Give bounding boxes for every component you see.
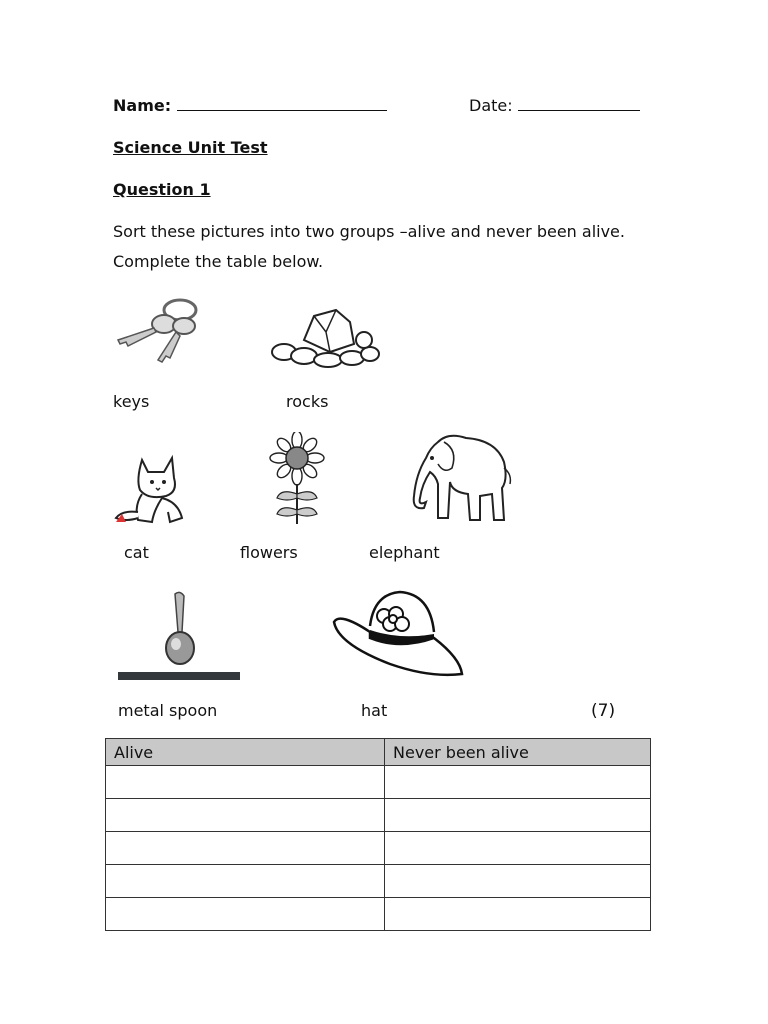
name-label: Name: xyxy=(113,96,172,115)
alive-cell[interactable] xyxy=(106,799,385,832)
picture-label-hat: hat xyxy=(361,701,388,720)
alive-cell[interactable] xyxy=(106,766,385,799)
instruction-line-1: Sort these pictures into two groups –alive and never been alive. xyxy=(113,222,625,241)
table-row xyxy=(106,832,651,865)
question-heading: Question 1 xyxy=(113,180,211,199)
spoon-icon xyxy=(118,586,240,682)
never-been-alive-cell[interactable] xyxy=(385,832,651,865)
table-row xyxy=(106,865,651,898)
picture-label-cat: cat xyxy=(124,543,149,562)
alive-cell[interactable] xyxy=(106,865,385,898)
table-row xyxy=(106,766,651,799)
picture-label-metal-spoon: metal spoon xyxy=(118,701,218,720)
rocks-icon xyxy=(270,300,382,372)
picture-label-flowers: flowers xyxy=(240,543,298,562)
never-been-alive-cell[interactable] xyxy=(385,799,651,832)
never-been-alive-cell[interactable] xyxy=(385,766,651,799)
cat-icon xyxy=(112,452,194,526)
column-header-alive: Alive xyxy=(106,739,385,766)
picture-label-elephant: elephant xyxy=(369,543,440,562)
question-marks: (7) xyxy=(591,701,616,721)
picture-label-keys: keys xyxy=(113,392,150,411)
name-field xyxy=(113,96,387,115)
flower-icon xyxy=(255,432,339,526)
column-header-never-been-alive: Never been alive xyxy=(385,739,651,766)
elephant-icon xyxy=(408,428,518,526)
test-title: Science Unit Test xyxy=(113,138,268,157)
never-been-alive-cell[interactable] xyxy=(385,865,651,898)
date-field xyxy=(469,96,640,115)
picture-label-rocks: rocks xyxy=(286,392,329,411)
table-row xyxy=(106,799,651,832)
alive-cell[interactable] xyxy=(106,832,385,865)
table-row xyxy=(106,898,651,931)
name-blank[interactable] xyxy=(177,110,387,111)
date-blank[interactable] xyxy=(518,110,640,111)
table-header-row xyxy=(106,739,651,766)
alive-cell[interactable] xyxy=(106,898,385,931)
never-been-alive-cell[interactable] xyxy=(385,898,651,931)
hat-icon xyxy=(330,586,466,680)
instruction-line-2: Complete the table below. xyxy=(113,252,324,271)
keys-icon xyxy=(112,290,202,370)
date-label: Date: xyxy=(469,96,513,115)
sorting-table xyxy=(105,738,651,931)
